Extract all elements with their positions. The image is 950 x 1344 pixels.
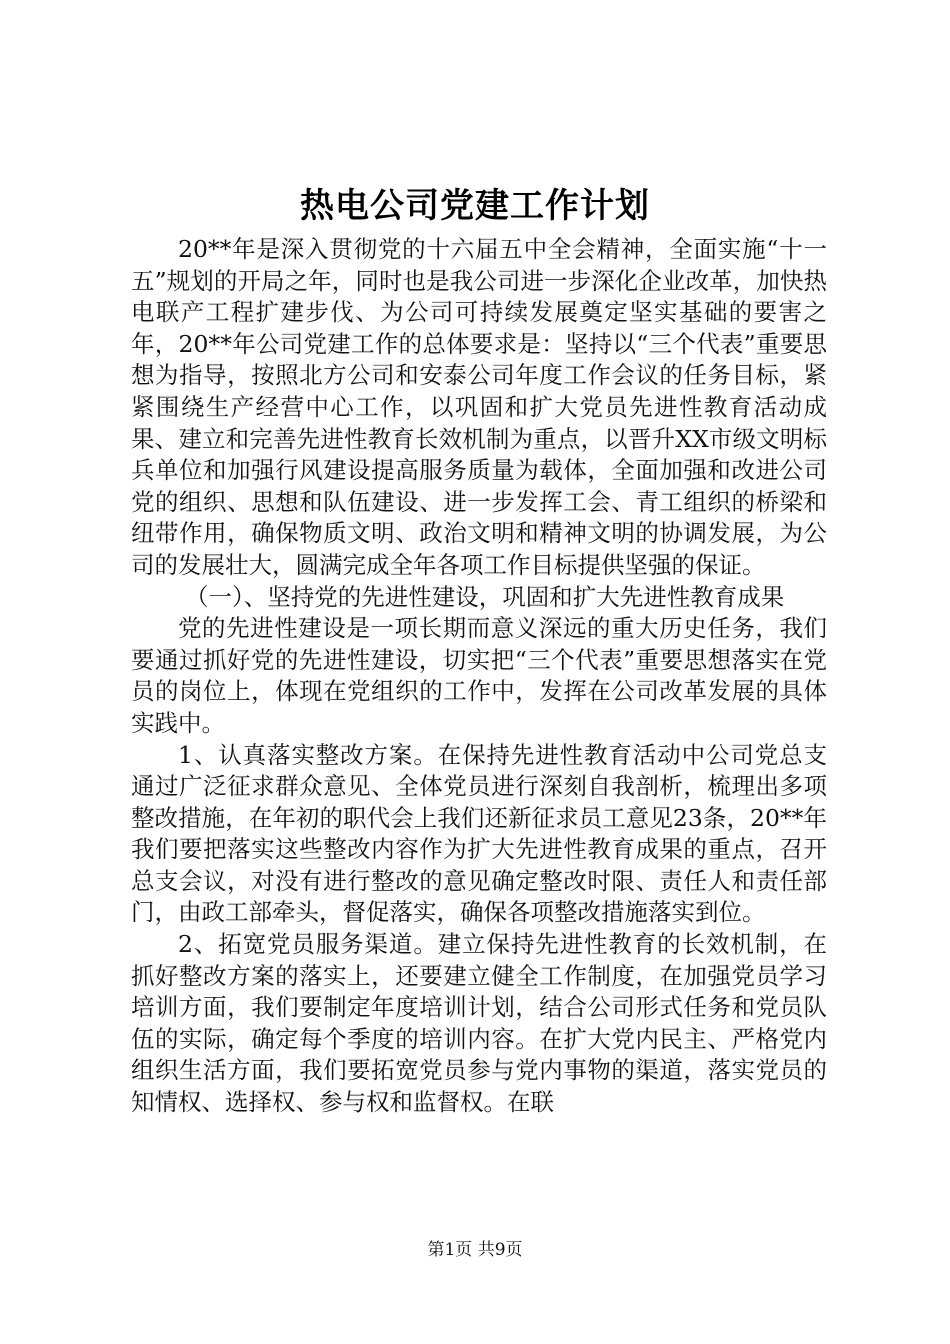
page-number: 第1页 <box>427 1240 473 1260</box>
page-total: 共9页 <box>477 1240 523 1260</box>
page-footer <box>0 1239 950 1261</box>
paragraph-item-2: 2、拓宽党员服务渠道。建立保持先进性教育的长效机制，在抓好整改方案的落实上，还要建立健全工作制度，在加强党员学习培训方面，我们要制定年度培训计划，结合公司形式任务和党员队伍的实际，确定每个季度的培训内容。在扩大党内民主、严格党内组织生活方面，我们要拓宽党员参与党内事物的渠道，落实党员的知情权、选择权、参与权和监督权。在联 <box>131 930 827 1117</box>
document-body <box>131 234 827 1119</box>
document-title: 热电公司党建工作计划 <box>300 186 650 226</box>
paragraph-section-intro: 党的先进性建设是一项长期而意义深远的重大历史任务，我们要通过抓好党的先进性建设，切实把“三个代表”重要思想落实在党员的岗位上，体现在党组织的工作中，发挥在公司改革发展的具体实践中。 <box>131 614 827 737</box>
paragraph-intro: 20**年是深入贯彻党的十六届五中全会精神，全面实施“十一五”规划的开局之年，同时也是我公司进一步深化企业改革，加快热电联产工程扩建步伐、为公司可持续发展奠定坚实基础的要害之年，20**年公司党建工作的总体要求是：坚持以“三个代表”重要思想为指导，按照北方公司和安泰公司年度工作会议的任务目标，紧紧围绕生产经营中心工作，以巩固和扩大党员先进性教育活动成果、建立和完善先进性教育长效机制为重点，以晋升XX市级文明标兵单位和加强行风建设提高服务质量为载体，全面加强和改进公司党的组织、思想和队伍建设、进一步发挥工会、青工组织的桥梁和纽带作用，确保物质文明、政治文明和精神文明的协调发展，为公司的发展壮大，圆满完成全年各项工作目标提供坚强的保证。 <box>131 235 827 579</box>
section-heading-1: （一）、坚持党的先进性建设，巩固和扩大先进性教育成果 <box>185 582 785 611</box>
paragraph-item-1: 1、认真落实整改方案。在保持先进性教育活动中公司党总支通过广泛征求群众意见、全体党员进行深刻自我剖析，梳理出多项整改措施，在年初的职代会上我们还新征求员工意见23条，20**年我们要把落实这些整改内容作为扩大先进性教育成果的重点，召开总支会议，对没有进行整改的意见确定整改时限、责任人和责任部门，由政工部牵头，督促落实，确保各项整改措施落实到位。 <box>131 740 827 927</box>
